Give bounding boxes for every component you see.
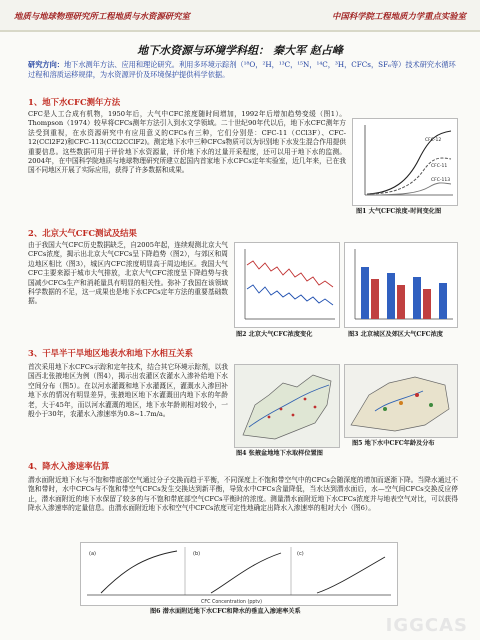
fig6-curve-a xyxy=(101,551,177,593)
figure-6-chart xyxy=(80,542,398,606)
figure-3-caption: 图3 北京城区及郊区大气CFC浓度 xyxy=(348,331,443,338)
research-direction-label: 研究方向： xyxy=(28,60,64,69)
figure-5-caption: 图5 地下水中CFC年龄及分布 xyxy=(352,440,435,447)
header-left-institute: 地质与地球物理研究所工程地质与水资源研究室 xyxy=(14,11,190,21)
figure-6-svg xyxy=(81,543,397,605)
section-3-title: 3、干旱半干旱地区地表水和地下水相互关系 xyxy=(28,348,193,358)
section-1-text: CFC是人工合成有机物，1950年后，大气中CFC浓度随时间增加，1992年后增加趋势变缓（图1）。Thompson（1974）较早将CFCs测年方法引入到水文学领域。二十世纪90年代以后，地下水CFC测年方法受到重视，在水资源研究中有应用意义的CFCs有三种，它们分别是：CFC-11（CCl3F）、CFC-12(CCl2F2)和CFC-113(CCl2CClF2)。测定地下水中三种CFCs物质可以为识别地下水发生混合作用提供重要信息。这些数据可用于评价地下水资源量，评价地下水的过量开采程度，还可以用于地下水的监测。2004年，在中国科学院地质与地球物理研究所建立起国内首家地下水CFCs定年实验室，近几年来，已在我国不同地区开展了实际应用，获得了许多数据和成果。 xyxy=(28,110,346,175)
figure-4-caption: 图4 张掖盆地地下水取样位置图 xyxy=(236,450,323,457)
fig6-curve-b xyxy=(211,553,281,593)
section-2-text: 由于我国大气CFC历史数据缺乏，自2005年起，连续观测北京大气CFCs浓度，揭示出北京大气CFCs呈下降趋势（图2），与郊区和周边地区相比（图3），城区内CFC浓度明显高于周边地区。我国大气CFC主要来源于城市大气排放，北京大气CFC浓度呈下降趋势与我国减少CFCs生产和消耗量具有明显的相关性。弥补了我国在该领域科学数据的不足，这一成果也是地下水CFCs定年方法的重要基础数据。 xyxy=(28,241,228,306)
fig4-sample-point xyxy=(304,398,307,401)
fig3-bar-2 xyxy=(371,279,379,319)
fig1-label-cfc11: CFC-11 xyxy=(431,164,448,169)
figure-2-caption: 图2 北京大气CFC浓度变化 xyxy=(236,331,313,338)
fig5-age-point xyxy=(383,407,387,411)
fig3-bar-3 xyxy=(387,273,395,319)
fig4-sample-point xyxy=(280,408,283,411)
figure-2-chart xyxy=(234,242,340,328)
fig3-bar-1 xyxy=(361,267,369,319)
fig6-x-label: CFC Concentration (pptv) xyxy=(201,600,262,605)
header-right-lab: 中国科学院工程地质力学重点实验室 xyxy=(332,11,466,21)
section-4-title: 4、降水入渗速率估算 xyxy=(28,461,110,471)
figure-1-caption: 图1 大气CFC浓度-时间变化图 xyxy=(356,208,442,215)
figure-2-svg xyxy=(235,243,339,327)
fig6-panel-label-b: (b) xyxy=(193,551,201,557)
fig4-sample-point xyxy=(268,416,271,419)
research-direction-text: 地下水测年方法、应用和理论研究。利用多环境示踪剂（¹⁸O，²H，¹³C，¹⁵N，¹⁴C，³H，CFCs，SF₆等）技术研究水循环过程和溶质运移规律，为水资源评价及环境保护提供科学依据。 xyxy=(28,60,456,79)
fig1-label-cfc113: CFC-113 xyxy=(431,178,451,183)
fig6-panel-label-c: (c) xyxy=(297,551,304,557)
watermark-logo: IGGCAS xyxy=(385,615,468,636)
section-1-title: 1、地下水CFC测年方法 xyxy=(28,97,121,107)
section-4-text: 潜水面附近地下水与不饱和带底部空气通过分子交换而趋于平衡，不同深度上不饱和带空气中的CFCs会随深度的增加而逐渐下降。当降水通过不饱和带时，水中CFCs与不饱和带空气CFCs发生交换达到新平衡，导致水中CFCs含量降低，当水达到潜水面后，水—空气间CFCs交换反应停止，潜水面附近的地下水保留了较多的与不饱和带底部空气CFCs平衡时的浓度。测量潜水面附近地下水CFCs浓度并与地表空气对比，可以获得降水入渗速率的定量信息。由潜水面附近地下水和空气中CFCs浓度可定性地确定出降水入渗速率的相对大小（图6）。 xyxy=(28,476,458,513)
fig2-line-lower xyxy=(247,285,333,305)
figure-1-svg xyxy=(353,119,457,205)
header-bar xyxy=(0,0,480,32)
fig5-age-point xyxy=(399,401,403,405)
section-3-text: 首次采用地下水CFCs示踪和定年技术，结合其它环境示踪剂，以我国西北张掖地区为例（图4），揭示出农灌区农灌水入渗补给地下水空间分布（图5）。在以河水灌溉和地下水灌溉区，灌溉水入渗回补地下水的情况有明显差异，张掖地区地下水灌溉田内地下水的年龄老，大于45年，而以河水灌溉的地区，地下水年龄则相对较小，一般小于30年，农灌水入渗速率为0.8~1.7m/a。 xyxy=(28,363,228,419)
fig5-age-point xyxy=(415,393,419,397)
fig2-line-upper xyxy=(247,261,333,287)
fig3-bar-5 xyxy=(413,277,421,319)
fig3-bar-7 xyxy=(439,283,447,319)
figure-4-svg xyxy=(235,365,339,447)
fig4-sample-point xyxy=(314,406,317,409)
fig3-bar-4 xyxy=(397,285,405,319)
fig6-panel-label-a: (a) xyxy=(89,551,96,557)
fig5-age-point xyxy=(429,403,433,407)
fig4-sample-point xyxy=(292,414,295,417)
fig3-bar-6 xyxy=(423,289,431,319)
page-title: 地下水资源与环境学科组： 秦大军 赵占峰 xyxy=(137,44,343,57)
fig6-curve-c xyxy=(317,557,385,593)
figure-3-svg xyxy=(345,243,457,327)
figure-4-map xyxy=(234,364,340,448)
section-2-title: 2、北京大气CFC测试及结果 xyxy=(28,228,137,238)
fig1-label-cfc12: CFC-12 xyxy=(425,138,442,143)
figure-1-chart xyxy=(352,118,458,206)
research-direction xyxy=(28,60,458,80)
figure-5-map xyxy=(344,364,458,438)
figure-3-chart xyxy=(344,242,458,328)
figure-6-caption: 图6 潜水面附近地下水CFC和降水的垂直入渗速率关系 xyxy=(150,608,301,615)
figure-5-svg xyxy=(345,365,457,437)
